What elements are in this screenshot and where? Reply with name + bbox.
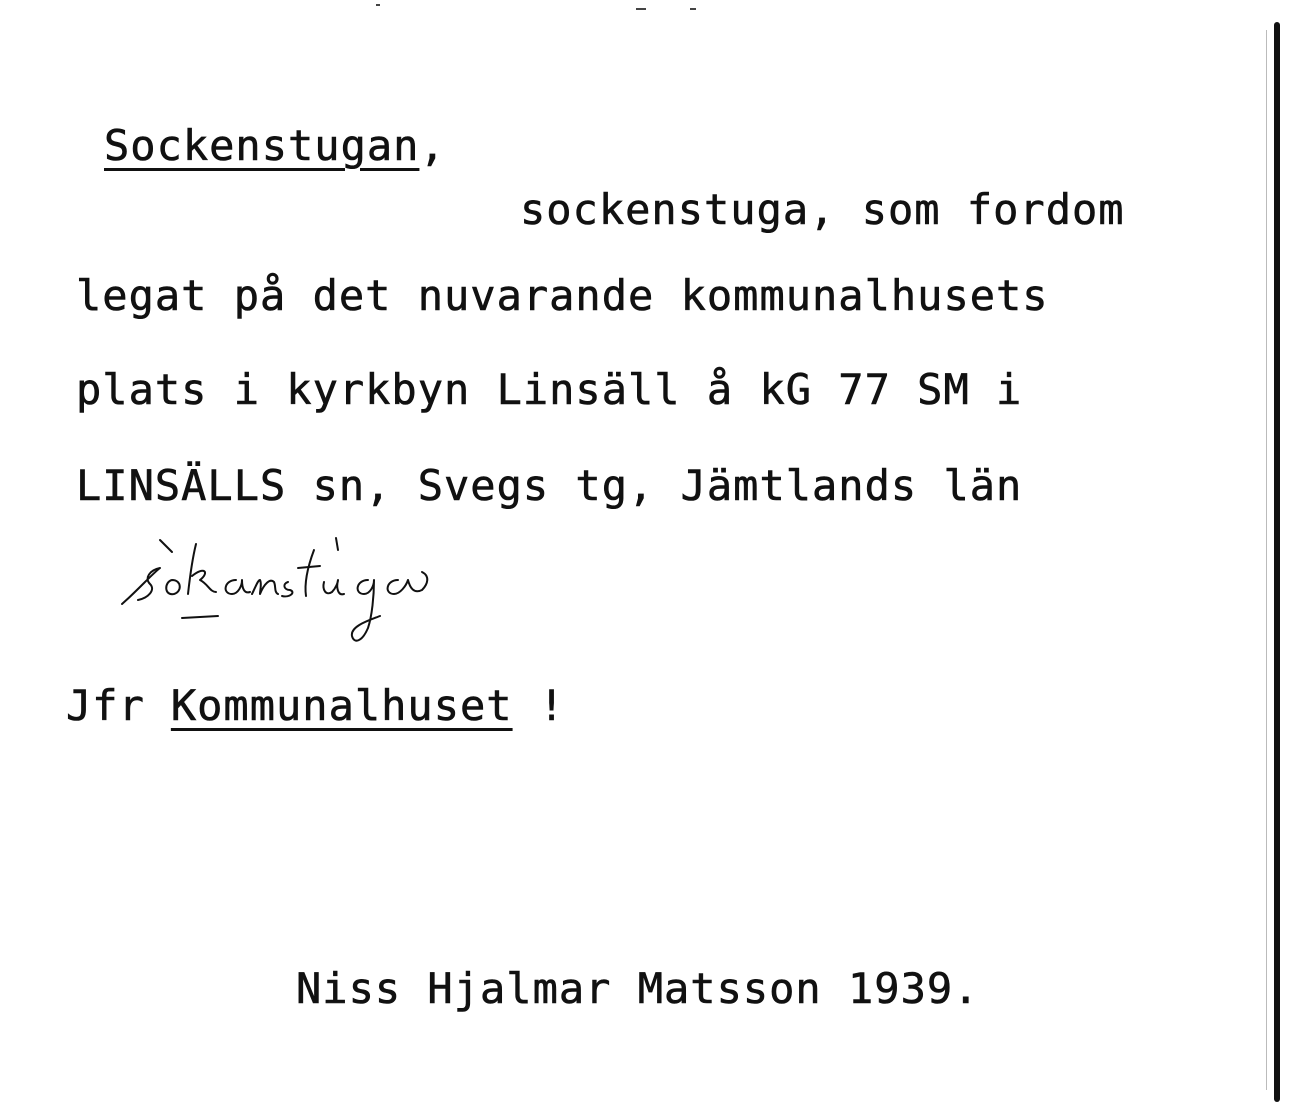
ref-word: Kommunalhuset: [170, 681, 513, 730]
ref-prefix: Jfr: [66, 681, 145, 730]
top-speck: [690, 8, 696, 10]
top-speck: [376, 4, 380, 6]
body-line-1: sockenstuga, som fordom: [520, 185, 1125, 234]
heading-line: [104, 122, 446, 170]
cross-reference-line: [66, 682, 565, 730]
top-speck: [636, 8, 646, 10]
headword: Sockenstugan: [104, 121, 420, 170]
ref-suffix: !: [512, 681, 566, 730]
heading-punctuation: ,: [419, 121, 446, 170]
body-line-4: LINSÄLLS sn, Svegs tg, Jämtlands län: [76, 461, 1023, 510]
body-line-2: legat på det nuvarande kommunalhusets: [76, 271, 1049, 320]
signature-line: Niss Hjalmar Matsson 1939.: [296, 964, 980, 1013]
handwritten-annotation: [118, 520, 488, 650]
card-edge-shadow: [1266, 30, 1267, 1090]
body-line-3: plats i kyrkbyn Linsäll å kG 77 SM i: [76, 365, 1023, 414]
card-right-edge: [1274, 22, 1280, 1102]
